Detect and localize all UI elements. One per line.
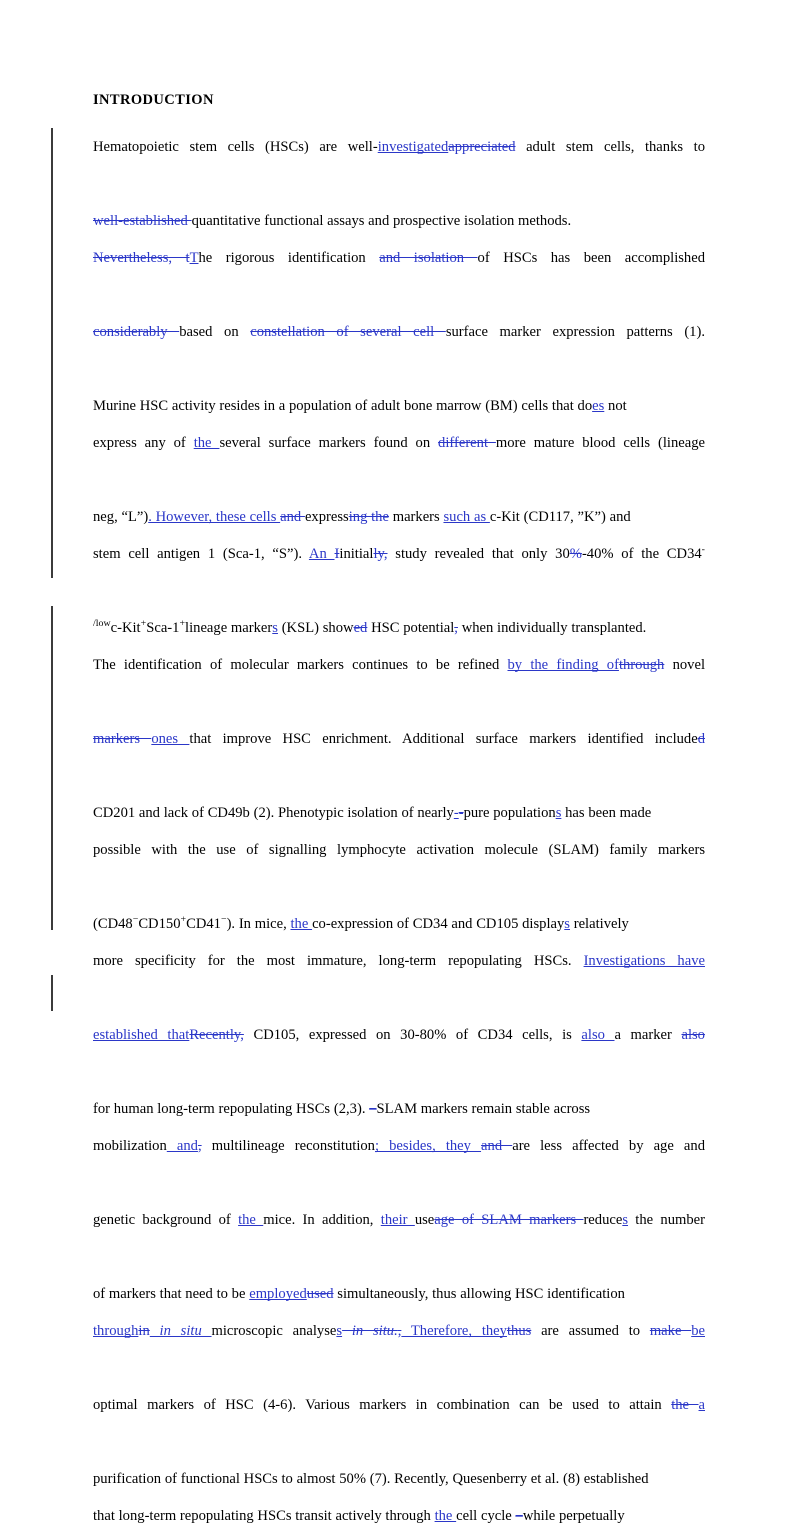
deletion-run: different (438, 435, 496, 452)
text-run: has been made (561, 805, 652, 822)
insertion-run: the (238, 1212, 264, 1229)
insertion-run: their (380, 1212, 415, 1229)
deletion-run: , (397, 1323, 402, 1340)
body-line (93, 1313, 705, 1387)
text-run: The identification of molecular markers continues to be refined (93, 657, 508, 674)
deletion-run: and isolation (379, 250, 478, 267)
body-line (93, 240, 705, 314)
body-line (93, 610, 705, 647)
text-run: of markers that need to be (93, 1286, 250, 1303)
insertion-run: the (193, 435, 220, 452)
deletion-run: appreciated (448, 139, 516, 156)
text-run: CD41 (186, 916, 221, 933)
deletion-run: – (369, 1101, 377, 1118)
change-bar-2 (51, 606, 53, 930)
superscript-run: + (140, 618, 147, 630)
text-run: stem cell antigen 1 (Sca-1, “S”). (93, 546, 309, 563)
text-run: based on (179, 324, 251, 341)
text-run: c-Kit (110, 620, 141, 637)
body-line (93, 906, 705, 943)
text-run: express any of (93, 435, 194, 452)
text-run: of HSCs has been accomplished (477, 250, 705, 267)
deletion-run: thus (506, 1323, 532, 1340)
body-line (93, 499, 705, 536)
insertion-run: s (555, 805, 562, 822)
body-line (93, 1128, 705, 1202)
text-run: (KSL) show (277, 620, 354, 637)
insertion-run: An (308, 546, 335, 563)
deletion-run: constellation of several cell (250, 324, 446, 341)
insertion-run-italic: in situ (149, 1323, 212, 1340)
text-run: ). In mice, (226, 916, 291, 933)
body-line (93, 314, 705, 388)
text-run: Murine HSC activity resides in a population of adult bone marrow (BM) cells that do (93, 398, 593, 415)
deletion-run: ing the (348, 509, 389, 526)
text-run: SLAM markers remain stable across (376, 1101, 591, 1118)
text-run: are less affected by age and (512, 1138, 705, 1155)
text-run: Hematopoietic stem cells (HSCs) are well- (93, 139, 378, 156)
insertion-run: s (564, 916, 570, 933)
insertion-run: Investigations have (583, 953, 705, 970)
insertion-run: the (434, 1508, 457, 1525)
deletion-run: the (671, 1397, 699, 1414)
text-run: co-expression of CD34 and CD105 display (312, 916, 565, 933)
insertion-run: a (698, 1397, 706, 1414)
body-line (93, 721, 705, 795)
text-run: when individually transplanted. (457, 620, 647, 637)
text-run: relatively (569, 916, 629, 933)
deletion-run: % (569, 546, 582, 563)
insertion-run: s (272, 620, 278, 637)
superscript-run: - (701, 544, 705, 556)
insertion-run: ones (151, 731, 190, 748)
text-run: pure population (463, 805, 556, 822)
body-line (93, 536, 705, 610)
deletion-run: through (618, 657, 665, 674)
deletion-run: considerably (93, 324, 180, 341)
text-run: cell cycle (456, 1508, 516, 1525)
text-run: surface marker expression patterns (1). (445, 324, 705, 341)
text-run: several surface markers found on (219, 435, 439, 452)
deletion-run: also (681, 1027, 705, 1044)
deletion-run: , (197, 1138, 202, 1155)
insertion-run: by the finding of (507, 657, 619, 674)
page-title: INTRODUCTION (93, 92, 214, 108)
text-run: while perpetually (522, 1508, 625, 1525)
insertion-run: ; besides, they (374, 1138, 482, 1155)
insertion-run: and (166, 1138, 198, 1155)
superscript-run: + (180, 914, 187, 926)
deletion-run: age (434, 1212, 455, 1229)
text-run: novel (664, 657, 706, 674)
deletion-run-italic: in situ. (342, 1323, 398, 1340)
body-line (93, 832, 705, 906)
deletion-run: and (481, 1138, 513, 1155)
text-run: quantitative functional assays and prospective isolation methods. (191, 213, 572, 230)
text-run: Sca-1 (146, 620, 180, 637)
text-run: that long-term repopulating HSCs transit actively through (93, 1508, 435, 1525)
deletion-run: d (697, 731, 705, 748)
text-run: adult stem cells, thanks to (515, 139, 705, 156)
text-run: use (414, 1212, 435, 1229)
text-run: for human long-term repopulating HSCs (2,3). (93, 1101, 370, 1118)
text-run: neg, “L”) (93, 509, 149, 526)
body-paragraph (93, 129, 705, 1535)
text-run: that improve HSC enrichment. Additional surface markers identified include (189, 731, 698, 748)
deletion-run: ly, (373, 546, 388, 563)
text-run: reduce (583, 1212, 623, 1229)
insertion-run: . However, these cells (148, 509, 281, 526)
deletion-run: make (649, 1323, 692, 1340)
insertion-run: s (622, 1212, 629, 1229)
deletion-run: Recently, (189, 1027, 244, 1044)
text-run: mice. In addition, (263, 1212, 381, 1229)
text-run: optimal markers of HSC (4-6). Various markers in combination can be used to attain (93, 1397, 672, 1414)
change-bar-1 (51, 128, 53, 578)
deletion-run: used (306, 1286, 334, 1303)
deletion-run: of SLAM markers (454, 1212, 584, 1229)
text-run: purification of functional HSCs to almost 50% (7). Recently, Quesenberry et al. (8) established (93, 1471, 649, 1488)
text-run: more mature blood cells (lineage (495, 435, 705, 452)
revision-change-bars (0, 0, 100, 1133)
deletion-run: ed (353, 620, 368, 637)
body-line (93, 1461, 705, 1498)
superscript-run: /low (93, 618, 111, 630)
text-run: study revealed that only 30 (387, 546, 570, 563)
insertion-run: be (691, 1323, 705, 1340)
text-run: mobilization (93, 1138, 167, 1155)
text-run: are assumed to (531, 1323, 650, 1340)
change-bar-3 (51, 975, 53, 1011)
body-line (93, 388, 705, 425)
text-run: multilineage reconstitution (201, 1138, 375, 1155)
body-line (93, 1498, 705, 1535)
insertion-run: the (290, 916, 313, 933)
text-run: he rigorous identification (198, 250, 380, 267)
deletion-run: in (138, 1323, 150, 1340)
body-line (93, 1202, 705, 1276)
text-run: more specificity for the most immature, long-term repopulating HSCs. (93, 953, 584, 970)
deletion-run: and (280, 509, 305, 526)
insertion-run: es (592, 398, 605, 415)
deletion-run: Nevertheless, t (93, 250, 190, 267)
insertion-run: established that (93, 1027, 190, 1044)
text-run: genetic background of (93, 1212, 239, 1229)
document-body (93, 92, 705, 1535)
superscript-run: − (220, 914, 227, 926)
deletion-run: well-established (93, 213, 192, 230)
text-run: the number (628, 1212, 706, 1229)
text-run: CD105, expressed on 30-80% of CD34 cells, is (243, 1027, 582, 1044)
insertion-run: s (336, 1323, 343, 1340)
insertion-run: T (189, 250, 199, 267)
text-run: possible with the use of signalling lymphocyte activation molecule (SLAM) family markers (93, 842, 705, 859)
text-run: not (604, 398, 627, 415)
body-line (93, 1387, 705, 1461)
insertion-run: Therefore, they (401, 1323, 507, 1340)
text-run: microscopic analyse (211, 1323, 337, 1340)
text-run: lineage marker (185, 620, 273, 637)
insertion-run: through (93, 1323, 139, 1340)
text-run: CD150 (138, 916, 181, 933)
body-line (93, 203, 705, 240)
insertion-run: employed (249, 1286, 307, 1303)
text-run: -40% of the CD34 (581, 546, 702, 563)
body-line (93, 129, 705, 203)
text-run: (CD48 (93, 916, 133, 933)
superscript-run: + (179, 618, 186, 630)
body-line (93, 943, 705, 1017)
deletion-run: – (515, 1508, 523, 1525)
body-line (93, 1091, 705, 1128)
deletion-run: markers (93, 731, 152, 748)
body-line (93, 647, 705, 721)
text-run: CD201 and lack of CD49b (2). Phenotypic isolation of nearly (93, 805, 454, 822)
text-run: c-Kit (CD117, ”K”) and (489, 509, 631, 526)
text-run: initial (339, 546, 374, 563)
body-line (93, 1017, 705, 1091)
deletion-run: I (334, 546, 340, 563)
text-run: a marker (614, 1027, 682, 1044)
insertion-run: investigated (377, 139, 449, 156)
superscript-run: − (132, 914, 139, 926)
body-line (93, 425, 705, 499)
insertion-run: - (453, 805, 459, 822)
insertion-run: such as (443, 509, 490, 526)
text-run: simultaneously, thus allowing HSC identification (333, 1286, 625, 1303)
text-run: markers (388, 509, 444, 526)
text-run: express (304, 509, 349, 526)
body-line (93, 1276, 705, 1313)
insertion-run: also (581, 1027, 615, 1044)
deletion-run: , (454, 620, 458, 637)
text-run: HSC potential (367, 620, 455, 637)
body-line (93, 795, 705, 832)
deletion-run: - (458, 805, 464, 822)
